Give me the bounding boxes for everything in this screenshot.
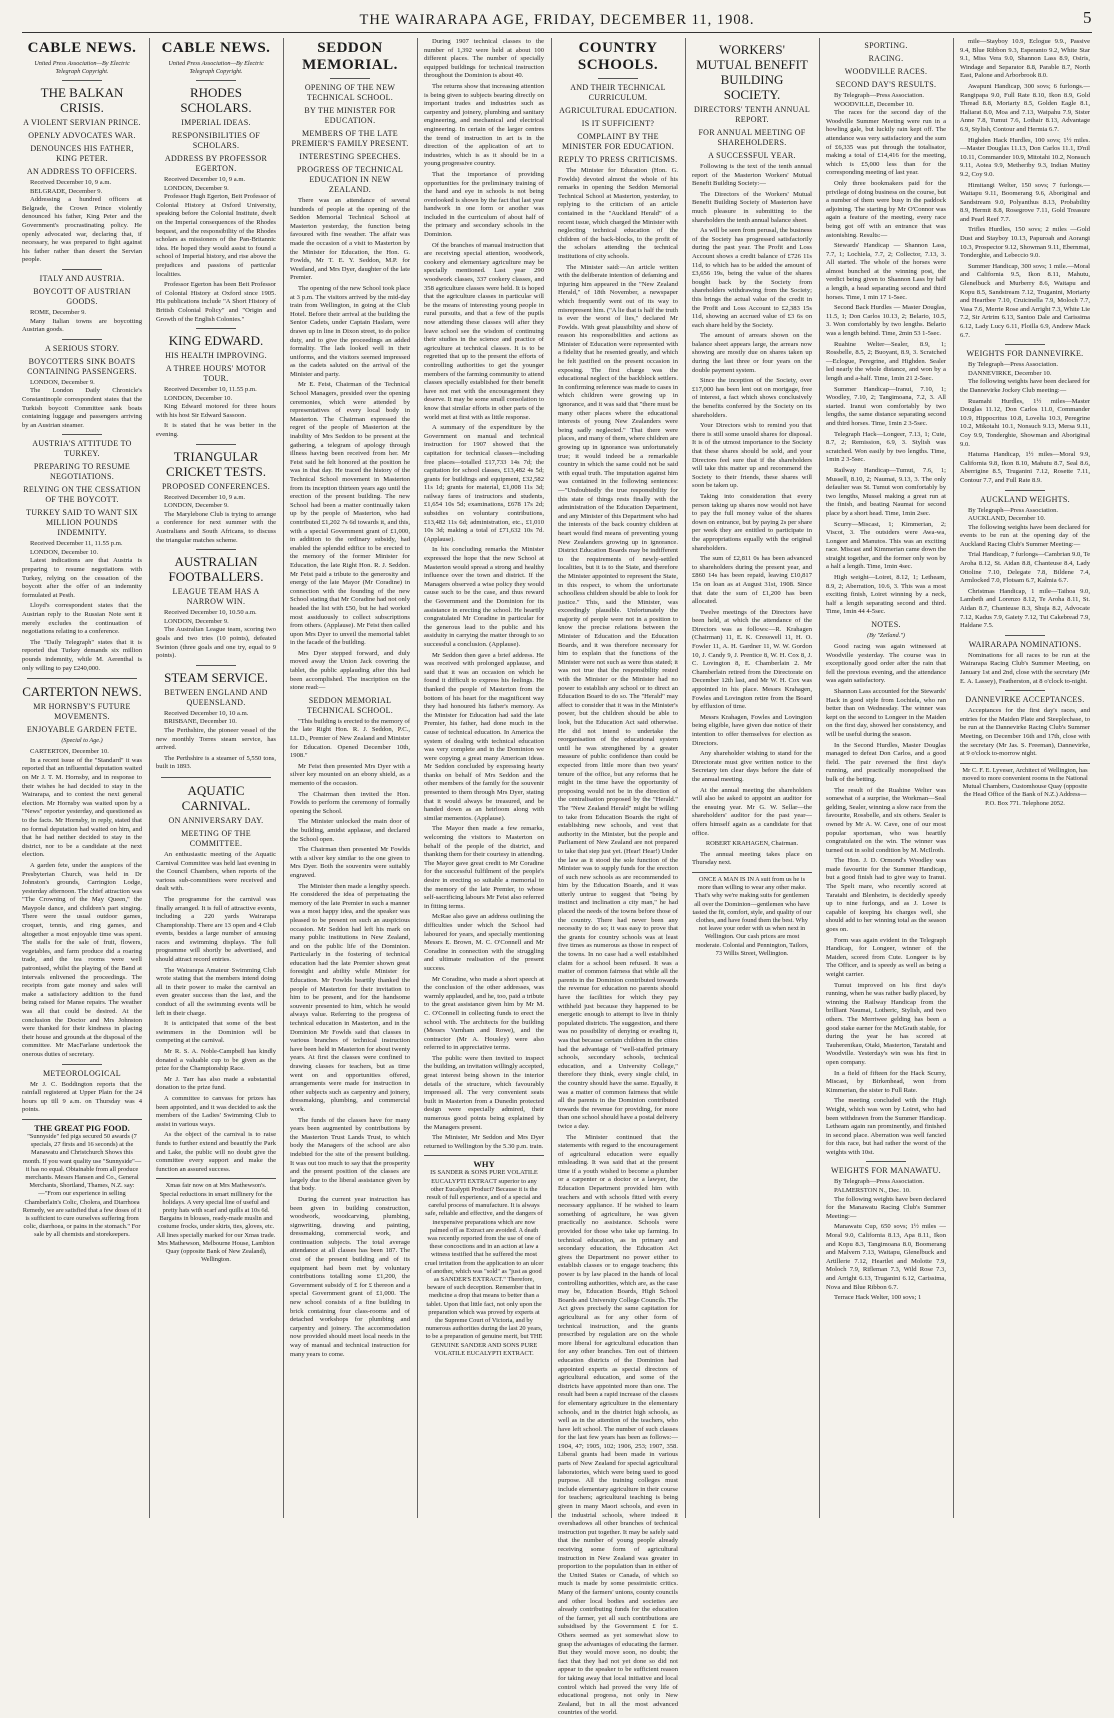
- column-5: [558, 38, 679, 1717]
- article-paragraph: Of the branches of manual instruction that are receiving special attention, woodwork, cookery and elementary agriculture may be specially mentioned. Last year 290 woodwork classes, 337 cookery classes, and 358 agriculture classes were held. It is hoped that the agriculture classes in particular will be the means of interesting young people in rural pursuits, and that a few of the pupils now attending these classes will after they leave school see the wisdom of continuing their studies in the science and practice of agriculture at technical classes. It is to be regretted that up to the present the efforts of controlling authorities to get the younger members of the farming community to attend classes specially established for their benefit have not met with the encouragement they deserve. It may be some small consolation to know that similar efforts in other parts of the world met at first with as little response.: [424, 241, 544, 421]
- article-paragraph: Many Italian towns are boycotting Austrian goods.: [22, 317, 142, 334]
- headline: SEDDON MEMORIAL.: [302, 40, 398, 73]
- subheading: INTERESTING SPEECHES.: [299, 152, 401, 161]
- subheading: DENOUNCES HIS FATHER, KING PETER.: [30, 144, 134, 163]
- column-7: [826, 38, 946, 1518]
- subheading: BY THE MINISTER FOR EDUCATION.: [304, 106, 396, 125]
- advertisement: [156, 1178, 276, 1264]
- race-result: Summer Handicap—Iranui, 7.10, 1; Woodley, 7.10, 2; Tangimoana, 7.2, 3. All started. Iranui won comfortably by two lengths, the same distance separating second and third horses. Time, 1min 2 3-5sec.: [826, 385, 946, 427]
- received-line: Received December 10, 10 a.m.: [164, 709, 249, 717]
- masthead: [22, 6, 1092, 33]
- dateline: LONDON, December 9.: [164, 502, 229, 510]
- dateline: LONDON, December 9.: [164, 617, 229, 625]
- article-paragraph: The following weights have been declared for the Manawatu Racing Club's Summer Meeting:—: [826, 1195, 946, 1220]
- headline: AUSTRALIAN FOOTBALLERS.: [168, 554, 264, 585]
- article-paragraph: There was an attendance of several hundreds of people at the opening of the Seddon Memorial Technical School at Masterton yesterday, the function being favoured with fine weather. The affair was made the occasion of a visit to Masterton by the Minister for Education, the Hon. G. Fowlds, Mr T. E. Y. Seddon, M.P. for Westland, and Mrs Dyer, daughter of the late Premier.: [290, 197, 410, 282]
- article-paragraph: The Chairman then invited the Hon. Fowlds to perform the ceremony of formally opening the School.: [290, 790, 410, 815]
- advertisement: [692, 872, 812, 958]
- article-paragraph: Mr Coradine, who made a short speech at the conclusion of the other addresses, was warmly applauded, and he, too, paid a tribute to the great assistance given him by Mr M. C. O'Connell in collecting funds to erect the school with. The architects for the building (Messrs Varnham and Rowe), and the contractor (Mr A. Housley) were also referred to in appreciative terms.: [424, 975, 544, 1052]
- article-paragraph: In the Second Hurdles, Master Douglas managed to defeat Don Carlos, and a good field. The pair reversed the first day's running, and practically monopolised the bulk of the betting.: [826, 741, 946, 783]
- article-paragraph: The Hon. J. D. Ormond's Woodley was made favourite for the Summer Handicap, but a good finish had to give way to Iranui. The Spelt mare, who recently scored at Taratahi and Blenheim, is decidedly speedy up to nine furlongs, and as J. Lowe is capable of keeping his charges well, she should add to her winning total as the season goes on.: [826, 857, 946, 934]
- subheading: DANNEVIRKE ACCEPTANCES.: [965, 695, 1085, 705]
- dateline: CARTERTON, December 10.: [30, 748, 109, 756]
- subheading: MEMBERS OF THE LATE PREMIER'S FAMILY PRESENT.: [291, 129, 409, 148]
- received-line: Received December 10, 9 a.m.: [164, 493, 246, 501]
- advertisement: [960, 763, 1090, 808]
- subheading: WAIRARAPA NOMINATIONS.: [968, 639, 1082, 649]
- article-paragraph: The Minister, Mr Seddon and Mrs Dyer returned to Wellington by the 5.30 p.m. train.: [424, 1134, 544, 1150]
- article-paragraph: Mr R. S. A. Noble-Campbell has kindly donated a valuable cup to be given as the prize for the Championship Race.: [156, 1048, 276, 1073]
- article-paragraph: The Minister continued that the statements with regard to the encouragement of agricultural education were equally misleading. It was said that at the present time if a youth wished to become a plumber or a carpenter or a doctor or a lawyer, the Education Department provided him with teachers and with schools fitted with every necessary appliance. If he wished to learn something of agriculture, he was given practically no assistance. Schools were provided for those who take up farming. In technical education, as in primary and secondary education, the Education Act gives the Department no power either to establish classes or to engage teachers; this power is by law placed in the hands of local controlling authorities, which are, as the case may be, Education Boards, High School Boards and University College Councils. The Act gives precisely the same capitation for agricultural as for any other form of technical instruction, and the grants prescribed by regulation are on the whole more liberal for agricultural education than for any other branches. Ten out of thirteen education districts of the Dominion had appointed experts as special directors of agricultural education, and some of the districts have appointed more than one. The result had been a rapid increase of the classes for elementary agriculture in the elementary schools, and in the district high schools, as well as in the attention of the teachers, who have left school. The number of such classes for the last few years has been as follows:—1904, 47; 1905, 102; 1906, 253; 1907, 358. Liberal grants had been made in various parts of New Zealand for special agricultural laboratories, which were being used to good purpose. All the training colleges must include elementary agriculture in their course for teachers; agricultural teaching is being given in many Maori schools, and even in the industrial schools, where indeed it overshadows all other branches of technical instruction put together. It may be safely said that the number of young people already receiving some form of agricultural instruction in New Zealand was greater in proportion to the population than in either of the United States or Canada, of which so much is made by some pessimistic critics. Many of the farmers' unions, county councils and other local bodies and societies are already contributing funds for the education of the farmer, yet all such contributions are subsidised by the Government £ for £. Others seemed as yet somewhat slow to grasp the advantages of educating the farmer. But they would move soon, no doubt; the fact that they had not yet done so did not appear to the speaker to be sufficient reason for taking away that local initiative and local control which had proved the very life of educational progress, not only in New Zealand, but in all the most advanced countries of the world.: [558, 1133, 679, 1717]
- article-paragraph: Acceptances for the first day's races, and entries for the Maiden Plate and Steeplechase, to be run at the Dannevirke Racing Club's Summer Meeting, on December 16th and 17th, close with the secretary (Mr Jas. S. Freeman), Dannevirke, at 9 o'clock to-morrow night.: [960, 707, 1090, 758]
- article-paragraph: That the importance of providing opportunities for the preliminary training of the hand and eye in schools is not being overlooked is shown by the fact that last year handwork in one form or another was included in the curriculum of about half of the primary and secondary schools in the Dominion.: [424, 170, 544, 239]
- column-rule: [417, 38, 418, 1518]
- received-line: Received December 11, 11.55 p.m.: [30, 540, 123, 548]
- headline: WORKERS' MUTUAL BENEFIT BUILDING SOCIETY.: [696, 42, 808, 102]
- credit-line: (Special to Age.): [61, 737, 103, 745]
- article-paragraph: Any shareholder wishing to stand for the Directorate must give written notice to the Secretary ten clear days before the date of the annual meeting.: [692, 750, 812, 783]
- article-paragraph: A committee to canvass for prizes has been appointed, and it was decided to ask the members of the Ladies' Swimming Club to assist in various ways.: [156, 1094, 276, 1128]
- subheading: MEETING OF THE COMMITTEE.: [181, 828, 251, 848]
- subheading: AN ADDRESS TO OFFICERS.: [26, 167, 138, 176]
- article-paragraph: Twelve meetings of the Directors have been held, at which the attendance of the Directors was as follows:—R. Krahagen (Chairman) 11, E. K. Cresswell 11, H. O. Fowler 11, A. H. Gardner 11, W. W. Gordon 10, J. Candy 9, J. Prentice 8, W. H. Cox 8, J. C. Lovington 8, E. Chamberlain 2. Mr Chamberlain retired from the Directorate on December 12th last, and Mr W. H. Cox was appointed in his place. Messrs Krahagen, Fowles and Lovington retire from the Board by effluxion of time.: [692, 608, 812, 711]
- article-paragraph: Mr Seddon then gave a brief address. He was received with prolonged applause, and said that it was an occasion on which he found it difficult to express his feelings. He thanked the people of Masterton from the bottom of his heart for the magnificent way they had honoured his father's memory. As the Minister for Education had said the late Premier, his father, had done much in the cause of technical education. In America the system of dealing with technical education was very complete and in the Dominion we were copying a great many American ideas. Mr Seddon concluded by expressing hearty thanks on behalf of Mrs Seddon and the other members of the family for the souvenir presented to them through Mrs Dyer, stating that it would always be treasured, and be handed down as an heirloom along with similar mementos. (Applause).: [424, 651, 544, 822]
- race-weights: Christmas Handicap, 1 mile—Taihoa 9.0, Lambeth and Lorenzo 8.12, Te Aroha 8.11, St. Aidan 8.7, Chanteuse 8.3, Shuja 8.2, Advocate 7.12, Kadus 7.9, Gaiety 7.12, Tui Cakebread 7.9, Haldane 7.5.: [960, 587, 1090, 630]
- subheading: TURKEY SAID TO WANT SIX MILLION POUNDS INDEMNITY.: [26, 508, 138, 538]
- divider: [330, 78, 370, 79]
- article-paragraph: The Perthshire, the pioneer vessel of the new monthly Torres steam service, has arrived.: [156, 726, 276, 752]
- article-paragraph: In a field of fifteen for the Hack Scurry, Miscast, by Birkenhead, won from Kimmerian, the sister to Full Rate.: [826, 1069, 946, 1094]
- column-3: [290, 38, 410, 1518]
- race-weights: Trial Handicap, 7 furlongs—Cambrian 9.0, Te Aroha 8.12, St. Aidan 8.8, Chanteuse 8.4, Lady Ottoline 7.10, Delegate 7.8, Bildene 7.4, Armlocked 7.0, Flotsam 6.7, Kalmia 6.7.: [960, 551, 1090, 585]
- subheading: LEAGUE TEAM HAS A NARROW WIN.: [172, 587, 260, 607]
- race-weights: Summer Handicap, 300 sovs; 1 mile.—Moral and California 9.5, Ikon 8.11, Mahutu, Glenelbuck and Murberry 8.6, Waitapu and Kopu 8.5, Sandstream 7.12, Truganini, Moriarty and Heartbee 7.10, Cruicinella 7.9, Moloch 7.7, Vasa 7.6, Merrie Rose and Arright 7.3, White Lie 7.2, Sir Artrim 6.13, Santoo Dale and Carissima 6.12, Lady Lucy 6.11, Floilla 6.9, Andrew Mack 6.7.: [960, 262, 1090, 339]
- subheading: AND THEIR TECHNICAL CURRICULUM.: [570, 83, 666, 102]
- tablet-inscription-title: SEDDON MEMORIAL TECHNICAL SCHOOL.: [306, 695, 394, 715]
- article-paragraph: The Minister for Education (Hon. G. Fowlds) devoted almost the whole of his remarks in opening the Seddon Memorial Technical School at Masterton, yesterday, to replying to the criticism of an article contained in the "Auckland Herald" of a recent issue, which charged the Minister with neglecting technical education of the children of the back-blocks, to the profit of the scholars attending the technical institutions of city schools.: [558, 167, 678, 260]
- article-paragraph: Form was again evident in the Telegraph Handicap, for Longeer, winner of the Maiden, scored from Cute. Longeer is by The Officer, and is speedy as well as being a weight carrier.: [826, 936, 946, 978]
- page-number: 5: [1083, 8, 1092, 27]
- race-result: Scurry—Miscast, 1; Kimmerian, 2; Viscot, 3. The outsiders were Awa-wa, Longeer and Manutos. This was an exciting race. Miscast and Kimmerian came down the straight together, and the former only won by a half a length. Time, 1min 4sec.: [826, 520, 946, 571]
- dateline: LONDON, December 9.: [164, 184, 229, 192]
- headline: KING EDWARD.: [168, 333, 264, 349]
- subheading: RACING.: [868, 54, 904, 63]
- race-result: Telegraph Hack—Longeer, 7.13, 1; Cute, 8.7, 2; Remission, 6.9, 3. Stylish was scratched. Won easily by two lengths. Time, 1min 2 3-5sec.: [826, 430, 946, 464]
- divider: [196, 328, 236, 329]
- dateline: ROME, December 9.: [30, 308, 87, 316]
- headline: TRIANGULAR CRICKET TESTS.: [166, 448, 266, 479]
- divider: [27, 678, 137, 679]
- article-paragraph: The amount of arrears shown on the balance sheet appears large, the arrears now showing are mostly due on shares taken up during the last three or four years on the double payment system.: [692, 332, 812, 374]
- subheading: A SUCCESSFUL YEAR.: [708, 151, 796, 160]
- received-line: Received December 10, 10.50 a.m.: [164, 609, 257, 617]
- article-paragraph: Mr E. Feist, Chairman of the Technical School Managers, presided over the opening ceremonies, which were attended by representatives of every local body in Masterton. The Chairman expressed the regret of the people of Masterton at the inability of Mrs Seddon to be present at the gathering, a telegram of apology through illness having been received from her. Mr Feist said he felt honored at the position he was in that day. He traced the history of the Technical School movement in Masterton from its inception thirteen years ago until the erection of the present building. The new School had been a matter continually taken up by the people of Masterton, who had contributed £1,202 7s 6d towards it, and this, with a special Government grant of £1,000, in addition to the ordinary subsidy, had enabled the splendid edifice to be erected to the memory of the former Minister for Education, the late Right Hon. R. J. Seddon. Mr Feist paid a tribute to the generosity and energy of the late Mayor (Mr Coradine) in connection with the founding of the new School stating that Mr Coradine had not only headed the list with £50, but he had worked most assiduously to collect subscriptions from others. (Applause). Mr Feist then called upon Mrs Dyer to unveil the memorial tablet in the facade of the building.: [290, 381, 410, 647]
- article-paragraph: In his concluding remarks the Minister expressed the hope that the new School at Masterton would spread a strong and healthy influence over the town and district. If the Managers observed a wise policy they would cause such to be the case, and thus reward the Government and the Dominion for its assistance in erecting the school. He heartily congratulated Mr Coradine in particular for the generous lead to the public and his assiduity in carrying the matter through to so successful a conclusion. (Applause).: [424, 546, 544, 648]
- subheading: DIRECTORS' TENTH ANNUAL REPORT.: [693, 105, 811, 124]
- race-result: High weight—Loiret, 8.12, 1; Letheam, 8.9, 2; Aberration, 10.6, 3. This was a most exciting finish, Loiret winning by a neck, half a length separating second and third. Time, 1min 44 4-5sec.: [826, 574, 946, 616]
- article-paragraph: Your Directors wish to remind you that there is still some unsold shares for disposal. It is of the utmost importance to the Society that these shares should be sold, and your Directors feel sure that if the shareholders will take this matter up and recommend the Society to their friends, these shares will soon be taken up.: [692, 422, 812, 490]
- credit-line: United Press Association—By Electric Telegraph Copyright.: [34, 60, 130, 75]
- article-paragraph: The Chairman then presented Mr Fowlds with a silver key similar to the one given to Mrs Dyer. Both the souvenirs were suitably engraved.: [290, 846, 410, 879]
- race-weights: Himitangi Welter, 150 sovs; 7 furlongs.—Waitapu 9.11, Boomerang 9.6, Aboriginal and Sandstream 9.0, Polyanthus 8.13, Probability 8.9, Hermit 8.8, Rosegrove 7.11, Gold Treasure and Pearl Reef 7.7.: [960, 181, 1090, 223]
- column-rule: [283, 38, 284, 1518]
- article-paragraph: Lloyd's correspondent states that the Austrian reply to the Russian Note sent it merely excludes the continuation of negotiations relating to a conference.: [22, 602, 142, 636]
- subheading: FOR ANNUAL MEETING OF SHAREHOLDERS.: [698, 128, 806, 147]
- article-paragraph: A garden fete, under the auspices of the Presbyterian Church, was held in Dr Johnston's grounds, Carrington Lodge, yesterday afternoon. The chief attraction was "The Crowning of the May Queen," the Maypole dance, and children's part singing. There were the usual outdoor games, croquet, tennis, and ring games, and altogether a most enjoyable time was spent. The stalls for the sale of fruit, flowers, vegetables, and farm produce did a roaring trade, and the tea rooms were well patronised, whilst the playing of the Band at intervals enlivened the proceedings. The receipts from gate money and sales will make a satisfactory addition to the fund being raised for Manse repairs. The weather was all that could be desired. At the conclusion the Doctor and Mrs Johnston were thanked for their kindness in placing their house and grounds at the disposal of the committee. Mr MacFarlane undertook the onerous duties of secretary.: [22, 861, 142, 1058]
- race-weights: Highden Hack Hurdles, 100 sovs; 1½ miles.—Master Douglas 11.13, Don Carlos 11.1, D'nil 10.11, Commander 10.9, Mitotahi 10.2, Nonsuch 9.11, Aotea 9.9, Metheriby 9.3, Indian Mutiny 9.2, Coy 9.0.: [960, 136, 1090, 178]
- article-paragraph: The Wairarapa Amateur Swimming Club wrote stating that the members intend doing all in their power to make the carnival an even greater success than the last, and the conduct of all the swimming events will be left in their charge.: [156, 966, 276, 1017]
- subheading: ITALY AND AUSTRIA.: [39, 273, 125, 283]
- ad-body: IS SANDER & SONS PURE VOLATILE EUCALYPTI EXTRACT superior to any other Eucalypti Product? Because it is the result of full experience, and of a special and careful process of manufacture. It is always safe, reliable and effective, and the dangers of inexpensive preparations which are now palmed off as Extract are avoided. A death was recently reported from the use of one of these concoctions and in an action at law a witness testified that he suffered the most cruel irritation from the application to an ulcer of another, which was "sold" as "just as good as SANDER'S EXTRACT." Therefore, beware of such deception. Remember that in medicine a drop that means to better than a tablet. Upon that little fact, not only upon the preparation which was proved by experts at the Supreme Court of Victoria, and by numerous authorities during the last 20 years, to be a preparation of genuine merit, but THE GENUINE SANDER AND SONS PURE VOLATILE EUCALYPTI EXTRACT.: [424, 1169, 544, 1357]
- article-paragraph: The London Daily Chronicle's Constantinople correspondent states that the Turkish boycott Committee sank boats containing luggage and passengers arriving by an Austrian steamer.: [22, 387, 142, 429]
- dateline: LONDON, December 10.: [30, 548, 99, 556]
- subheading: SECOND DAY'S RESULTS.: [835, 80, 937, 89]
- divider: [196, 444, 236, 445]
- headline: STEAM SERVICE.: [164, 669, 268, 685]
- dateline: BRISBANE, December 10.: [164, 718, 237, 726]
- article-paragraph: The Perthshire is a steamer of 5,550 tons, built in 1893.: [156, 754, 276, 771]
- dateline: WOODVILLE, December 10.: [834, 100, 914, 108]
- article-paragraph: The result of the Ruahine Welter was somewhat of a surprise, the Workman—Seal gelding, Sealer, winning a slow race from the favourite, Rossbelle, and six others. Sealer is owned by Mr A. W. Cave, one of our most popular sportsman, who was heartily congratulated on the win. The winner was turned out in solid condition by M. McIlroth.: [826, 786, 946, 854]
- article-paragraph: The Australian League team, scoring two goals and two tries (10 points), defeated Swinton (three goals and one try, equal to 9 points).: [156, 626, 276, 660]
- subheading: PROPOSED CONFERENCES.: [161, 481, 271, 491]
- received-line: Received December 10, 9 a.m.: [164, 176, 246, 183]
- article-paragraph: The sum of £2,811 0s has been advanced to shareholders during the present year, and £860 14s has been repaid, leaving £10,817 15s on loan as at August 31st, 1908. Since that date the sum of £1,200 has been allocated.: [692, 555, 812, 606]
- race-weights: Awapuni Handicap, 300 sovs; 6 furlongs.—Rangipapa 9.0, Full Rate 8.10, Ikon 8.9, Gold Thread 8.8, Moriarty 8.5, Golden Eagle 8.1, Haliarat 8.0, Moa and 7.13, Waipahu 7.9, Sister Anne 7.8, Tumut 7.6, Lothair 8.13, Advantage 6.9, Stylish, Contour and Hermia 6.7.: [960, 82, 1090, 133]
- dateline: DANNEVIRKE, December 10.: [968, 369, 1052, 377]
- article-paragraph: As will be seen from perusal, the business of the Society has progressed satisfactorily during the past year. The Profit and Loss Account shows a credit balance of £726 11s 11d, to which has to be added the amount of £3,656 19s, being the value of the shares bought back by the Society from shareholders withdrawing from the Society; this brings the actual value of the credit in the Profit and Loss Account to £2,383 15s 11d, showing an accrued value of £3 6s on each share held by the Society.: [692, 227, 812, 329]
- subheading: BOYCOTTERS SINK BOATS CONTAINING PASSENGERS.: [27, 356, 137, 376]
- race-weights: Manawatu Cup, 650 sovs; 1½ miles —Moral 9.0, California 8.13, Apa 8.11, Ikon and Kopu 8.3, Tangimoana 8.0, Boomerang and Malvern 7.13, Waitapu, Glenelbuck and Artillerie 7.12, Heartlet and Molotte 7.9, Moloch 7.9, Rifleman 7.3, Wild Rose 7.3, and Arright 6.13, Truganini 6.12, Carissima, Nova and Blue Ribbon 6.7.: [826, 1223, 946, 1291]
- race-result: Stewards' Handicap — Shannon Lass, 7.7, 1; Lochiela, 7.7, 2; Collector, 7.13, 3. All started. The whole of the horses were almost bunched at the winning post, the verdict being given to Shannon Lass by half a length, a head separating second and third horses. Time, 1 min 17 1-5sec.: [826, 242, 946, 301]
- received-line: Received December 10, 9 a.m.: [30, 179, 112, 186]
- divider: [1005, 690, 1045, 691]
- subheading: RESPONSIBILITIES OF SCHOLARS.: [171, 131, 261, 150]
- race-weights: Trifles Hurdles, 150 sovs; 2 miles —Gold Dust and Stayboy 10.13, Papuroah and Aorangi 10.3, Prospector 9.12, Showman 9.11, Ebernmai, Tonderghie, and Lebeccio 9.0.: [960, 226, 1090, 260]
- credit-line: By Telegraph—Press Association.: [968, 506, 1059, 514]
- subheading: PROGRESS OF TECHNICAL EDUCATION IN NEW ZEALAND.: [296, 165, 404, 194]
- advertisement: [22, 1119, 142, 1240]
- subheading: A THREE HOURS' MOTOR TOUR.: [165, 364, 267, 384]
- article-paragraph: Mrs Dyer stepped forward, and duly moved away the Union Jack covering the tablet, the public applauding after this had been accomplished. The inscription on the stone read:—: [290, 649, 410, 692]
- column-8: [960, 38, 1090, 1518]
- subheading: OPENING OF THE NEW TECHNICAL SCHOOL.: [304, 83, 396, 102]
- article-paragraph: Good racing was again witnessed at Woodville yesterday. The course was in exceptionally good order after the rain that fell the previous evening, and the attendance was again satisfactory.: [826, 643, 946, 685]
- divider: [196, 665, 236, 666]
- headline: COUNTRY SCHOOLS.: [577, 40, 659, 73]
- race-result: Second Back Hurdles — Master Douglas, 11.5, 1; Don Carlos 10.13, 2; Belario, 10.5, 3. Won comfortably by two lengths. Belario was a length behind. Time, 2min 53 1-5sec.: [826, 304, 946, 338]
- credit-line: United Press Association—By Electric Telegraph Copyright.: [168, 60, 264, 75]
- article-paragraph: The Marylebone Club is trying to arrange a conference for next summer with the Australians and South Africans, to discuss the triangular matches scheme.: [156, 510, 276, 544]
- article-paragraph: Shannon Lass accounted for the Stewards' Hack in good style from Lochiela, who ran better than on Wednesday. The winner was kept on the second to Longeer in the Maiden on the first day, showed her consistency, and will be useful during the season.: [826, 688, 946, 738]
- article-paragraph: The funds of the classes have for many years been augmented by contributions by the Masterton Trust Lands Trust, to which body the Managers of the school are also indebted for the site of the present building. It was out too much to say that the prosperity and the present position of the classes are largely due to the liberal assistance given by that body.: [290, 1116, 410, 1193]
- divider: [62, 80, 102, 81]
- tablet-inscription: "This building is erected to the memory of the late Right Hon. R. J. Seddon, P.C., LL.D., Premier of New Zealand and Minister for Education. Opened December 10th, 1908.": [290, 717, 411, 760]
- article-paragraph: The opening of the new School took place at 3 p.m. The visitors arrived by the mid-day train from Wellington, in going at the Club Hotel. Before their arrival at the building the Senior Cadets, under Captain Haslam, were drawn up in line in Dixon street, to do police duty, and to give the proceedings an added formality. The lads looked well in their uniforms, and the visitors seemed impressed as the cadets saluted on the arrival of the Minister and party.: [290, 284, 410, 378]
- subheading: IMPERIAL IDEAS.: [181, 118, 251, 127]
- article-paragraph: At the annual meeting the shareholders will also be asked to appoint an auditor for the ensuing year. Mr G. W. Sellar—the shareholders' auditor for the past year—offers himself again as a candidate for that office.: [692, 786, 812, 837]
- article-paragraph: The Directors of the Workers' Mutual Benefit Building Society of Masterton have much pleasure in submitting to the shareholders the tenth annual balance sheet.: [692, 190, 812, 224]
- subheading: PREPARING TO RESUME NEGOTIATIONS.: [33, 462, 131, 482]
- section-heading: CABLE NEWS.: [27, 40, 137, 56]
- article-paragraph: In a recent issue of the "Standard" it was reported that an influential deputation waited on Mr J. T. M. Hornsby, and in response to their wishes he had decided to stay in the Wairarapa, and to contest the next general election. Mr Hornsby was waited upon by a "News" reporter yesterday, and questioned as to the facts. Mr Hornsby, in reply, stated that no formal deputation had waited on him, and that he had neither decided to stay in the district, nor to be a candidate at the next election.: [22, 756, 142, 859]
- article-paragraph: The meeting concluded with the High Weight, which was won by Loiret, who had been withdrawn from the Summer Handicap. Letheam again ran prominently, and finished in second place. Aberration was well fancied for this race, but had rather the worst of the weights with 10st.: [826, 1097, 946, 1156]
- article-paragraph: The races for the second day of the Woodville Summer Meeting were run in a howling gale, but luckily rain kept off. The attendance was very satisfactory and the sum of £6,335 was put through the totalisator, making a total of £14,416 for the meeting, which is £5,000 less than for the corresponding meeting of last year.: [826, 109, 946, 177]
- ad-title: WHY: [473, 1159, 495, 1170]
- subheading: WEIGHTS FOR MANAWATU.: [831, 1166, 941, 1176]
- race-weights: Hatuma Handicap, 1½ miles—Moral 9.9, California 9.8, Ikon 8.10, Mahutu 8.7, Seal 8.6, Aberrigine 8.5, Truganini 7.12, Rosette 7.11, Contour 7.7, and Full Rate 8.9.: [960, 451, 1090, 484]
- article-paragraph: Professor Hugh Egerton, Beit Professor of Colonial History at Oxford University, speaking before the Colonial Institute, dwelt on the Imperial consequences of the Rhodes bequest, and the responsibility of the Rhodes scholars as missioners of the Pan-Britannic idea. He hoped they would assist to found a school of Imperial history, and rise above the prejudices and passions of particular localities.: [156, 193, 276, 278]
- column-rule: [953, 38, 954, 1518]
- section-heading: SPORTING.: [864, 41, 908, 50]
- column-rule: [685, 38, 686, 1518]
- subheading: AUSTRIA'S ATTITUDE TO TURKEY.: [32, 439, 132, 459]
- article-paragraph: Tumut improved on his first day's running, when he was rather badly placed, by winning the Railway Handicap from the brilliant Naumai, Lotheric, Stylish, and two others. The Merriwee gelding has been a good stake earner for the McGrath stable, for during the year he has scored at Tauherenikau, Otaki, Masterton, Taratahi and Woodville. Yesterday's win was his first in open company.: [826, 981, 946, 1066]
- divider: [866, 1161, 906, 1162]
- subheading: OPENLY ADVOCATES WAR.: [28, 131, 136, 140]
- article-paragraph: The returns show that increasing attention is being given to subjects bearing directly on important trades and industries such as carpentry and joinery, plumbing and sanitary engineering, and mechanical and electrical engineering. In certain of the larger centres the trend of instruction in art is in the direction of the application of art to industries, which is as it should be in a young progressive country.: [424, 82, 544, 168]
- article-paragraph: The Mayor then made a few remarks, welcoming the visitors to Masterton on behalf of the people of the district, and thanking them for their courtesy in attending. The Mayor gave great credit to Mr Coradine for the successful fulfilment of the people's desire in erecting so suitable a memorial to the memory of the late Premier, to whose self-sacrificing labours Mr Feist also referred in fitting terms.: [424, 825, 544, 910]
- dateline: PALMERSTON N., Dec. 10.: [834, 1187, 911, 1195]
- article-paragraph: Taking into consideration that every person taking up shares now would not have to pay the full money value of the shares down on entrance, but by paying 2s per share per week they are entitled to participate in the appropriations equally with the original shareholders.: [692, 492, 812, 552]
- subheading: AUCKLAND WEIGHTS.: [980, 494, 1070, 504]
- divider: [62, 1064, 102, 1065]
- article-paragraph: The "Daily Telegraph" states that it is reported that Turkey demands six million pounds indemnity, while M. Aerenthal is only willing to pay £240,000.: [22, 638, 142, 672]
- divider: [1005, 490, 1045, 491]
- subheading: WEIGHTS FOR DANNEVIRKE.: [966, 349, 1084, 359]
- article-paragraph: McRae also gave an address outlining the difficulties under which the School had laboured for years, and specially mentioning Messrs E. Brown, M. C. O'Connell and Mr Coradine in connection with the struggling and ultimate realisation of the present success.: [424, 913, 544, 972]
- credit-line: (By "Zetland."): [867, 632, 905, 640]
- subheading: RELYING ON THE CESSATION OF THE BOYCOTT.: [23, 485, 141, 505]
- subheading: AGRICULTURAL EDUCATION.: [559, 106, 677, 115]
- article-paragraph: It is anticipated that some of the best swimmers in the Dominion will be competing at the carnival.: [156, 1020, 276, 1045]
- divider: [62, 269, 102, 270]
- article-paragraph: Since the inception of the Society, over £17,000 has been lent out on mortgage, free of interest, a fact which shows conclusively the benefits conferred by the Society on its shareholders.: [692, 377, 812, 419]
- subheading: HIS HEALTH IMPROVING.: [165, 351, 267, 361]
- subheading: WOODVILLE RACES.: [844, 67, 928, 76]
- ad-body: Xmas fair now on at Mrs Mathewson's. Special reductions in smart millinery for the holidays. A very special line of useful and pretty hats with scarf and quills at 10s 6d. Bargains in blouses, ready-made muslin and costume frocks, under skirts, ties, gloves, etc. All lines specially marked for our Xmas trade. Mrs Mathewson, Melbourne House, Lambton Quay (opposite Bank of New Zealand), Wellington.: [156, 1182, 276, 1264]
- subheading: REPLY TO PRESS CRITICISMS.: [558, 155, 678, 164]
- subheading: BETWEEN ENGLAND AND QUEENSLAND.: [164, 687, 268, 707]
- article-paragraph: King Edward motored for three hours with his host Sir Edward Sassoon.: [156, 403, 276, 419]
- article-paragraph: It is stated that he was better in the evening.: [156, 422, 276, 439]
- article-paragraph: The Minister said:—An article written with the deliberate intention of defaming and injuring him appeared in the "New Zealand Herald," of 18th November, a newspaper which frequently went out of its way to misrepresent him. ("A lie that is half the truth is ever the worst of lies," declared Mr Fowlds. With great plausibility and show of reason his responsibilities and actions as Minister of Education were represented with a fidelity that he resented greatly, and which he felt justified on the present occasion in exposing. The first charge was the educational neglect of the backblock settlers. In confirming reference was made to cases in which children were growing up in ignorance, and it was said that "there must be many other places where the educational interests of young New Zealanders were being sadly neglected." That there were places, and many of them, where children are growing up in ignorance was unfortunately true; it would indeed be a remarkable country in which the same could not be said with equal truth. The imputation against him was contained in the following sentences:—"Undoubtedly the true responsibility for this state of things rests finally with the administration of the Education Department, and any Minister of this Department who had the interests of the back country children at heart would find means of preventing young New Zealanders growing up in ignorance. District Education Boards may be indifferent to the requirements of newly-settled localities, but it is to the State, and therefore the Minister appointed to represent the State, in this respect, to whom the unfortunate schoolless children should be able to look for justice." This, said the Minister, was exceedingly plausible. Unfortunately the majority of people were not in a position to know the precise relations between the Minister of Education and the Education Boards, and it was therefore necessary for him to explain that the functions of the Minister were not such as were thus stated; it was not true that the responsibility rested with the Minister or the Minister had no power to establish any school or to direct an Education Board to do so. The "Herald" may affect to consider that it was in the Minister's power, but the children should be able to look, but the Education Act said otherwise. He did not intend to undertake the reorganisation of the educational system until he was strengthened by a greater measure of public confidence than could be expected from little more than two years' tenure of the office, but any reforms that he might in the time have the opportunity of proposing would not be in the direction of the centralisation proposed by the "Herald." The "New Zealand Herald" might be willing to take from Education Boards the right of establishing new schools, and vest that authority in the Minister, but the people and Parliament of New Zealand are not prepared to take that step just yet. (Hear! Hear!) Under the law as it stood the sole function of the Minister was to supply funds for the erection of such new schools as are recommended to him by the Education Boards, and it was utterly untrue to suggest that "being by instinct and inclination a city man," he had placed the needs of the towns before those of the country. There had never been any necessity to do so; it was easy to prove that the grants for country schools was at least five times as numerous as those in respect of the towns. In no case had a well established claim for a school been refused. It was a matter of common fairness that while all the parents in the Dominion contributed towards the revenue for education no parents should have the facilities for which they pay withheld just because they happened to be energetic enough to attempt to live in thinly populated districts. The suggestion, and there was no possibility of denying or evading it, was that because certain children in the cities had the advantage of "well-staffed primary schools, secondary schools, technical education, and a University College," therefore they think, every single child, in the country should have the same. Equally, it was a matter of common fairness that while all the parents in the Dominion contributed towards the revenue for providing, for more than one school should have a postal delivery twice a day.: [558, 263, 678, 1130]
- race-weights: Ruamahi Hurdles, 1½ miles—Master Douglas 11.12, Don Carlos 11.0, Commander 10.9, Hippocritus 10.8, Lovelia 10.3, Peregrine 10.2, Mikotahi 10.1, Nonsuch 9.13, Mersa 9.11, Coy 9.9, Tonderghie, Showman and Aboriginal 9.0.: [960, 397, 1090, 448]
- ad-body: ONCE A MAN IS IN A suit from us he is more than willing to wear any other make. That's why we're making suits for gentlemen all over the Dominion—gentlemen who have tasted the fit, comfort, style, and quality of our clothes, and have found them the best. Why not leave your order with us when next in Wellington. Our cash prices are most moderate. Colonial and Pennington, Tailors, 73 Willis Street, Wellington.: [692, 875, 812, 957]
- headline: RHODES SCHOLARS.: [180, 85, 252, 115]
- article-paragraph: Following is the text of the tenth annual report of the Masterton Workers' Mutual Benefit Building Society:—: [692, 163, 812, 188]
- signature: ROBERT KRAHAGEN, Chairman.: [705, 840, 799, 848]
- ad-body: Mr C. F. E. Lyveser, Architect of Wellington, has moved to more convenient rooms in the National Mutual Chambers, Customhouse Quay (opposite the Head Office of the Bank of N.Z.) Address—P.O. Box 771. Telephone 2052.: [962, 766, 1088, 807]
- subheading: NOTES.: [871, 620, 901, 630]
- subheading: ADDRESS BY PROFESSOR EGERTON.: [164, 154, 268, 173]
- race-weights: Terrace Hack Welter, 100 sovs; 1: [834, 1294, 922, 1302]
- article-paragraph: Only three bookmakers paid for the privilege of doing business on the course, but a number of them were busy in the paddock adjoining. The starting by Mr O'Connor was again a feature of the meeting, every race being got off with an entrance that was astonishing. Results:—: [826, 179, 946, 239]
- article-paragraph: During the current year instruction has been given in building construction, woodwork, woodcarving, plumbing, signwriting, drawing and painting, dressmaking, commercial work, and continuation subjects. The total average attendance at all classes has been 187. The cost of the present building and of its equipment had been met by voluntary contributions totalling some £1,200, the Government subsidy of £ for £ thereon and a special Government grant of £1,000. The new school consists of a fine building in brick containing four class-rooms and of detached workshops for plumbing and carpentry and joinery. The accommodation now provided should meet local needs in the way of manual and technical instruction for many years to come.: [290, 1195, 410, 1358]
- article-paragraph: Mr Feist then presented Mrs Dyer with a silver key mounted on an ebony shield, as a memento of the occasion.: [290, 762, 410, 787]
- dateline: BELGRADE, December 9.: [30, 187, 103, 195]
- subheading: METEOROLOGICAL: [43, 1068, 121, 1078]
- divider: [161, 777, 271, 778]
- race-result: Railway Handicap—Tumut, 7.6, 1; Mussell, 8.10, 2; Naumai, 9.13, 3. The only defaulter was St. Tumut won comfortably by two lengths, Mussel making a great run at the finish, and beating Naumai for second place by a short head. Time, 1min 2sec.: [826, 466, 946, 517]
- divider: [62, 434, 102, 435]
- headline: THE BALKAN CRISIS.: [40, 85, 124, 115]
- advertisement: [424, 1155, 544, 1358]
- article-paragraph: The public were then invited to inspect the building, an invitation willingly accepted, great interest being shown in the interior details of the structure, which favourably impressed all. The very convenient seats built in Masterton from a Dunedin protected design were especially admired, their numerous good points being explained by the Managers present.: [424, 1054, 544, 1131]
- divider: [1005, 344, 1045, 345]
- article-paragraph: The Minister then made a lengthy speech. He considered the idea of perpetuating the memory of the late Premier in such a manner was a most happy idea, and the speaker was pleased to be present on such an auspicious occasion. Mr Seddon had left his mark on many public institutions in New Zealand, and on the public life of the Dominion. Particularly in the fostering of technical education had the late Premier shown great foresight and ability while Minister for Education. Mr Fowlds heartily thanked the people of Masterton for their invitation to him to be present, and for the handsome souvenir presented to him, which he would always value. Referring to the progress of technical education in Masterton, and in the Dominion Mr Fowlds said that classes in various branches of technical instruction have been held in Masterton for about twenty years. At first the classes were confined to drawing classes for teachers, but as time went on and opportunities offered, arrangements were made for instruction in other subjects such as carpentry and joinery, dressmaking, plumbing, and commercial work.: [290, 882, 410, 1113]
- ad-body: "Sunnyside" fed pigs secured 50 awards (7 specials, 27 firsts and 16 seconds) at the Manawatu and Christchurch Shows this month. If you want quality use "Sunnyside"—it has no equal. Obtainable from all produce merchants. Messrs Hansen and Co., General Merchants, Shortland, Thames, N.Z. say:—"From our experience in selling Chamberlain's Colic, Cholera, and Diarrhoea Remedy, we are satisfied that a few doses of it is sufficient to cure ourselves suffering from colic, diarrhoea, or pains in the stomach." For sale by all chemists and storekeepers.: [22, 1132, 142, 1239]
- section-heading: CABLE NEWS.: [161, 40, 271, 56]
- article-paragraph: Latest indications are that Austria is preparing to resume negotiations with Turkey, relying on the cessation of the boycott after the offer of an indemnity formulated at Pesth.: [22, 557, 142, 599]
- article-paragraph: The programme for the carnival was finally arranged. It is full of attractive events, including a 220 yards Wairarapa Championship. There are 13 open and 4 Club events, besides a large number of amusing races and swimming displays. The full programme will shortly be advertised, and should attract record entries.: [156, 895, 277, 964]
- headline: CARTERTON NEWS.: [22, 684, 142, 700]
- subheading: A VIOLENT SERVIAN PRINCE.: [23, 118, 141, 127]
- article-paragraph: As the object of the carnival is to raise funds to further extend and beautify the Park and Lake, the public will no doubt give the committee every support and make the function an assured success.: [156, 1131, 276, 1173]
- column-rule: [551, 38, 552, 1518]
- credit-line: By Telegraph—Press Association.: [834, 1178, 925, 1186]
- subheading: A SERIOUS STORY.: [44, 343, 120, 353]
- article-paragraph: During 1907 technical classes to the number of 1,392 were held at about 100 different places. The number of specially equipped buildings for technical instruction throughout the Dominion is about 40.: [424, 38, 544, 80]
- divider: [62, 339, 102, 340]
- received-line: Received December 10, 11.55 p.m.: [164, 386, 257, 394]
- credit-line: By Telegraph—Press Association.: [834, 92, 925, 99]
- article-paragraph: The annual meeting takes place on Thursday next.: [692, 850, 812, 867]
- dateline: LONDON, December 9.: [30, 378, 95, 386]
- race-result: Ruahine Welter—Sealer, 8.9, 1; Rossbelle, 8.5, 2; Buoyant, 8.9, 3. Scratched—Eclogue, Peregrine, and Highden. Sealer led nearly the whole distance, and won by a length and a-half. Time, 1min 21 2-5sec.: [826, 340, 946, 382]
- headline: AQUATIC CARNIVAL.: [181, 782, 251, 813]
- column-2: [156, 38, 276, 1518]
- article-paragraph: The following weights have been declared for the Dannevirke Jockey Club meeting:—: [960, 378, 1090, 394]
- subheading: ENJOYABLE GARDEN FETE.: [26, 725, 138, 735]
- article-paragraph: The Minister unlocked the main door of the building, amidst applause, and declared the School open.: [290, 818, 410, 843]
- newspaper-title: THE WAIRARAPA AGE, FRIDAY, DECEMBER 11, 1908.: [359, 12, 755, 28]
- ad-title: THE GREAT PIG FOOD.: [34, 1122, 130, 1133]
- column-1: [22, 38, 142, 1518]
- subheading: IS IT SUFFICIENT?: [581, 119, 655, 128]
- divider: [196, 549, 236, 550]
- credit-line: By Telegraph—Press Association.: [968, 361, 1059, 369]
- divider: [598, 78, 638, 79]
- dateline: LONDON, December 10.: [164, 394, 233, 402]
- subheading: ON ANNIVERSARY DAY.: [168, 815, 264, 825]
- article-paragraph: Addressing a hundred officers at Belgrade, the Crown Prince violently denounced his father, King Peter and the Government's procrastinating policy. He openly advocated war, declaring that, if necessary, he was prepared to fight against his father rather than desert the Servian people.: [22, 196, 142, 264]
- column-6: [692, 38, 812, 1518]
- column-4: [424, 38, 544, 1518]
- article-paragraph: Professor Egerton has been Beit Professor of Colonial History at Oxford since 1905. His publications include "A Short History of British Colonial Policy" and "Origin and Growth of the English Colonies.": [156, 281, 276, 323]
- article-paragraph: The following weights have been declared for events to be run at the opening day of the Auckland Racing Club's Summer Meeting:—: [960, 523, 1090, 548]
- race-weights: mile—Stayboy 10.9, Eclogue 9.9., Passive 9.4, Blue Ribbon 9.3, Esperanto 9.2, White Star 9.1, Miss Vera 9.0, Shannon Lass 8.9, Osiris, Windage and Separator 8.8, Parable 8.7, North East, Palone and Arborbrook 8.0.: [960, 38, 1090, 80]
- subheading: COMPLAINT BY THE MINISTER FOR EDUCATION.: [561, 132, 674, 151]
- article-paragraph: A summary of the expenditure by the Government on manual and technical instruction for 1907 showed that the capitation for technical classes—including free places—totalled £17,733 14s 7d; the capitation for school classes, £13,482 4s 5d; grants for buildings and equipment, £32,582 11s 1d; grants for material, £1,008 11s 3d; railway fares of instructors and students, £1,654 10s 5d; examinations, £678 17s 2d; subsidies on voluntary contributions, £13,482 11s 6d; administration, etc., £1,010 10s 3d; making a total of £71,632 10s 7d. (Applause).: [424, 424, 544, 543]
- article-paragraph: An enthusiastic meeting of the Aquatic Carnival Committee was held last evening in the Council Chambers, when reports of the various sub-committees were received and dealt with.: [156, 850, 276, 893]
- article-paragraph: Mr J. Tarr has also made a substantial donation to the prize fund.: [156, 1075, 276, 1092]
- columns: [22, 38, 1092, 1717]
- divider: [196, 80, 236, 81]
- dateline: AUCKLAND, December 10.: [968, 515, 1046, 523]
- subheading: MR HORNSBY'S FUTURE MOVEMENTS.: [33, 702, 131, 722]
- article-paragraph: Mr J. C. Boddington reports that the rainfall registered at Upper Plain for the 24 hours up till 9 a.m. on Thursday was 4 points.: [22, 1080, 142, 1114]
- divider: [1005, 635, 1045, 636]
- column-rule: [149, 38, 150, 1518]
- article-paragraph: Nominations for all races to be run at the Wairarapa Racing Club's Summer Meeting, on January 1st and 2nd, close with the secretary (Mr E. A. Lassey), Featherston, at 8 o'clock to-night.: [960, 651, 1090, 685]
- subheading: BOYCOTT OF AUSTRIAN GOODS.: [33, 286, 131, 306]
- article-paragraph: Messrs Krahagen, Fowles and Lovington being eligible, have given due notice of their intention to offer themselves for election as Directors.: [692, 713, 812, 747]
- column-rule: [819, 38, 820, 1518]
